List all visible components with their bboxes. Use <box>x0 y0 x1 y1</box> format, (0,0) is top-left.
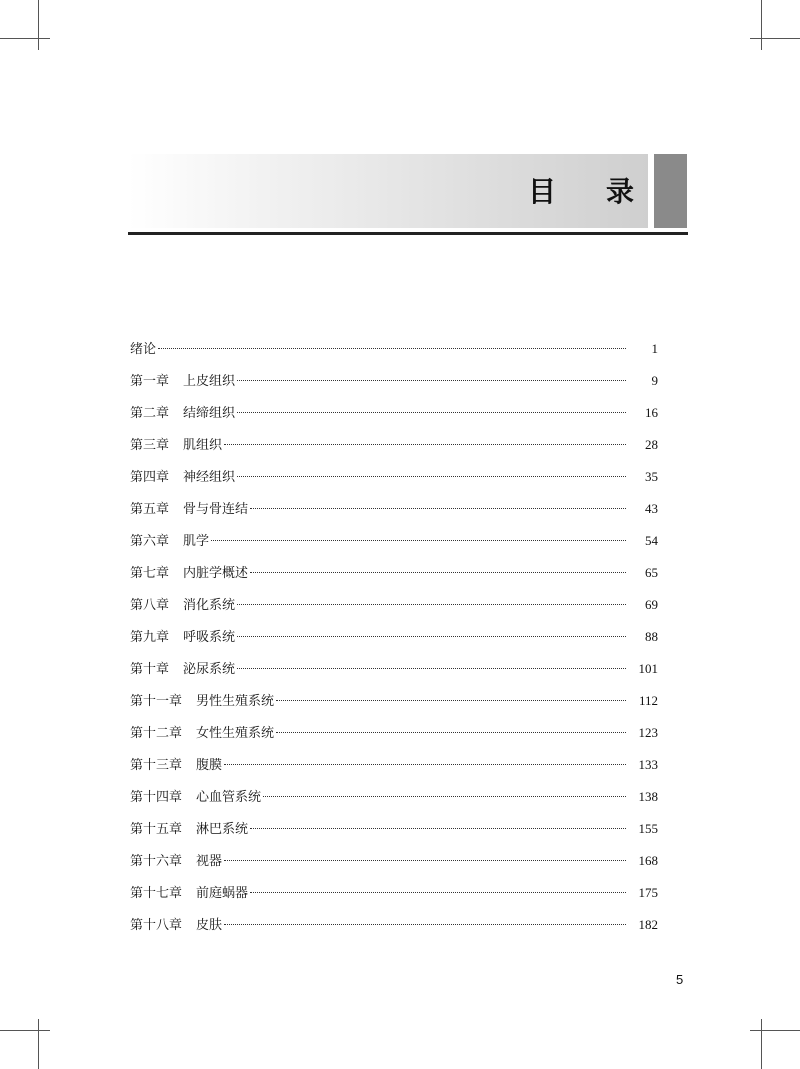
toc-row[interactable] <box>130 749 690 781</box>
toc-name: 男性生殖系统 <box>196 694 275 709</box>
toc-name: 肌学 <box>183 534 210 549</box>
toc-chapter: 第十章 <box>130 662 170 677</box>
toc-page: 1 <box>651 341 658 356</box>
crop-mark <box>0 38 50 39</box>
toc-page: 175 <box>638 885 658 900</box>
toc-chapter: 第四章 <box>130 470 170 485</box>
toc-row[interactable] <box>130 525 690 557</box>
toc-name: 呼吸系统 <box>183 630 236 645</box>
toc-row[interactable] <box>130 493 690 525</box>
toc-page: 35 <box>645 469 658 484</box>
toc-name: 骨与骨连结 <box>183 502 249 517</box>
toc-name: 心血管系统 <box>196 790 262 805</box>
toc-page: 138 <box>638 789 658 804</box>
toc-name: 视器 <box>196 854 223 869</box>
toc-page: 168 <box>638 853 658 868</box>
toc-leader <box>276 732 626 733</box>
toc-row[interactable] <box>130 845 690 877</box>
toc-chapter: 第十一章 <box>130 694 183 709</box>
toc-page: 69 <box>645 597 658 612</box>
toc-chapter: 第十三章 <box>130 758 183 773</box>
toc-name: 内脏学概述 <box>183 566 249 581</box>
toc-chapter: 第十八章 <box>130 918 183 933</box>
page-number: 5 <box>676 972 684 987</box>
toc-page: 123 <box>638 725 658 740</box>
toc-leader <box>237 476 626 477</box>
toc-leader <box>211 540 626 541</box>
crop-mark <box>761 1019 762 1069</box>
toc-row[interactable] <box>130 781 690 813</box>
toc-row[interactable] <box>130 589 690 621</box>
toc-name: 前庭蜗器 <box>196 886 249 901</box>
toc-leader <box>237 412 626 413</box>
toc-chapter: 绪论 <box>130 342 157 357</box>
toc-leader <box>250 828 626 829</box>
toc-row[interactable] <box>130 685 690 717</box>
toc-name: 结缔组织 <box>183 406 236 421</box>
toc-leader <box>237 668 626 669</box>
toc-leader <box>276 700 626 701</box>
toc-chapter: 第五章 <box>130 502 170 517</box>
toc-row[interactable] <box>130 557 690 589</box>
toc-chapter: 第三章 <box>130 438 170 453</box>
toc-chapter: 第十二章 <box>130 726 183 741</box>
toc-name: 上皮组织 <box>183 374 236 389</box>
toc-page: 54 <box>645 533 658 548</box>
toc-leader <box>224 444 626 445</box>
toc-leader <box>250 572 626 573</box>
toc-name: 泌尿系统 <box>183 662 236 677</box>
toc-row[interactable] <box>130 397 690 429</box>
toc-row[interactable] <box>130 653 690 685</box>
toc-chapter: 第二章 <box>130 406 170 421</box>
toc-leader <box>224 860 626 861</box>
toc-chapter: 第十六章 <box>130 854 183 869</box>
toc-page: 182 <box>638 917 658 932</box>
toc-leader <box>237 604 626 605</box>
toc-name: 淋巴系统 <box>196 822 249 837</box>
toc-page: 28 <box>645 437 658 452</box>
toc-row[interactable] <box>130 429 690 461</box>
toc-chapter: 第十五章 <box>130 822 183 837</box>
toc-leader <box>250 892 626 893</box>
toc-page: 133 <box>638 757 658 772</box>
toc-leader <box>158 348 626 349</box>
title-banner <box>128 154 648 228</box>
toc-name: 女性生殖系统 <box>196 726 275 741</box>
crop-mark <box>750 38 800 39</box>
toc-row[interactable] <box>130 717 690 749</box>
toc-page: 88 <box>645 629 658 644</box>
toc-chapter: 第八章 <box>130 598 170 613</box>
toc-chapter: 第十七章 <box>130 886 183 901</box>
toc-leader <box>224 924 626 925</box>
crop-mark <box>761 0 762 50</box>
toc-leader <box>250 508 626 509</box>
toc-row[interactable] <box>130 461 690 493</box>
toc-row[interactable] <box>130 909 690 941</box>
toc-page: 16 <box>645 405 658 420</box>
toc-row[interactable] <box>130 621 690 653</box>
toc-chapter: 第六章 <box>130 534 170 549</box>
title-rule <box>128 232 688 235</box>
toc-chapter: 第七章 <box>130 566 170 581</box>
toc-page: 9 <box>651 373 658 388</box>
toc-leader <box>237 380 626 381</box>
toc-page: 112 <box>638 693 658 708</box>
toc-name: 肌组织 <box>183 438 223 453</box>
toc-name: 消化系统 <box>183 598 236 613</box>
toc-row[interactable] <box>130 333 690 365</box>
toc-chapter: 第一章 <box>130 374 170 389</box>
toc-chapter: 第九章 <box>130 630 170 645</box>
page-title-char-2: 录 <box>606 175 635 208</box>
crop-mark <box>0 1030 50 1031</box>
toc-row[interactable] <box>130 813 690 845</box>
title-banner-block <box>654 154 687 228</box>
toc-leader <box>237 636 626 637</box>
table-of-contents <box>130 333 690 941</box>
toc-chapter: 第十四章 <box>130 790 183 805</box>
crop-mark <box>38 1019 39 1069</box>
toc-row[interactable] <box>130 877 690 909</box>
toc-name: 皮肤 <box>196 918 223 933</box>
page-title-char-1: 目 <box>528 175 557 208</box>
toc-page: 101 <box>638 661 658 676</box>
toc-page: 43 <box>645 501 658 516</box>
crop-mark <box>750 1030 800 1031</box>
toc-leader <box>263 796 626 797</box>
toc-name: 腹膜 <box>196 758 223 773</box>
toc-leader <box>224 764 626 765</box>
toc-name: 神经组织 <box>183 470 236 485</box>
crop-mark <box>38 0 39 50</box>
toc-row[interactable] <box>130 365 690 397</box>
toc-page: 155 <box>638 821 658 836</box>
toc-page: 65 <box>645 565 658 580</box>
